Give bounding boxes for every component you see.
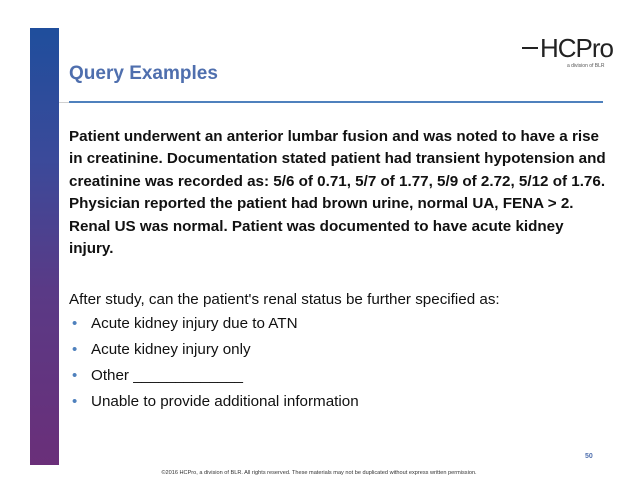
bullet-icon: •	[72, 341, 78, 358]
option-item	[69, 340, 359, 366]
option-label: Other _____________	[91, 367, 244, 384]
page-number: 50	[585, 453, 593, 460]
option-item	[69, 314, 359, 340]
copyright-footer: ©2016 HCPro, a division of BLR. All rights reserved. These materials may not be duplicated without express written permission.	[161, 470, 477, 476]
option-item	[69, 366, 359, 392]
logo-dash	[522, 47, 538, 49]
option-item	[69, 392, 359, 418]
decorative-sidebar	[30, 28, 59, 465]
option-label: Acute kidney injury only	[91, 341, 251, 358]
bullet-icon: •	[72, 393, 78, 410]
logo-subtitle: a division of BLR	[567, 63, 605, 69]
case-description: Patient underwent an anterior lumbar fusion and was noted to have a rise in creatinine. Documentation stated patient had transient hypotension and creatinine was recorded as: 5/6 of 0.71, 5/7 of 1.77, 5/9 of 2.72, 5/12 of 1.76. Physician reported the patient had brown urine, normal UA, FENA > 2. Renal US was normal. Patient was documented to have acute kidney injury.	[69, 128, 606, 258]
option-label: Unable to provide additional information	[91, 393, 359, 410]
header-divider-left	[59, 102, 69, 103]
logo-text: HCPro	[540, 33, 614, 63]
header-divider	[69, 101, 603, 103]
query-question: After study, can the patient's renal status be further specified as:	[69, 291, 500, 308]
query-options	[69, 314, 359, 418]
bullet-icon: •	[72, 315, 78, 332]
slide-title: Query Examples	[69, 63, 218, 84]
bullet-icon: •	[72, 367, 78, 384]
hcpro-logo	[522, 34, 612, 74]
option-label: Acute kidney injury due to ATN	[91, 315, 298, 332]
